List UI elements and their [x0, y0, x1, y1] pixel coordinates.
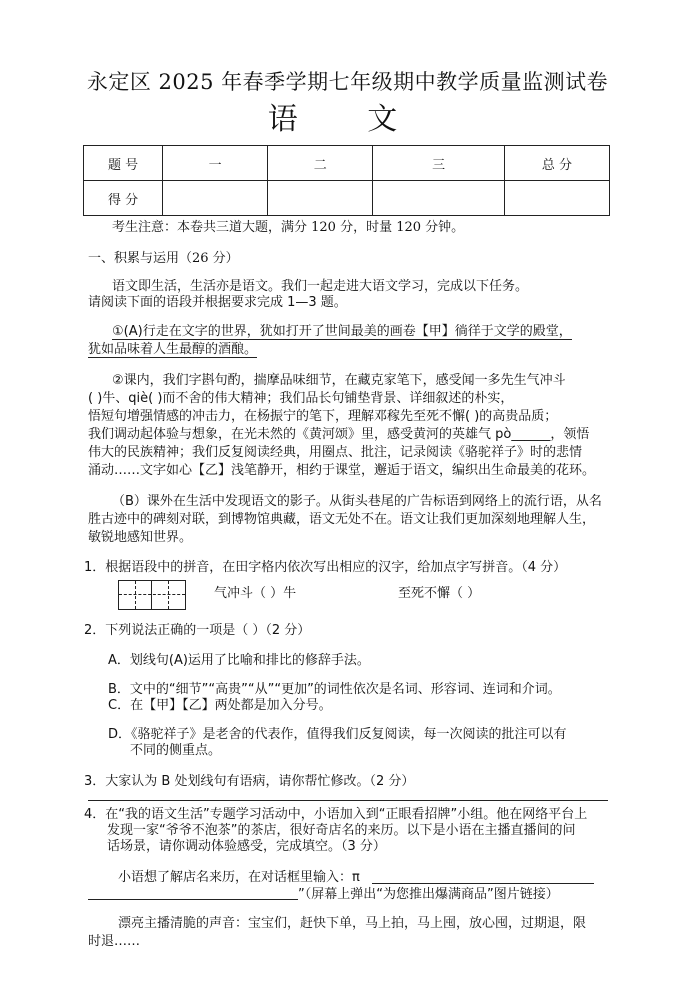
score-table-score-row: [84, 181, 610, 216]
para3-line-2: 胜古迹中的碑刻对联，到博物馆典藏，语文无处不在。语文让我们更加深刻地理解人生，: [88, 512, 596, 527]
score-input-1[interactable]: [163, 181, 268, 216]
score-input-3[interactable]: [373, 181, 504, 216]
subject-title: 语 文: [267, 102, 428, 137]
score-table: [83, 145, 610, 216]
para2-line-6: 涌动……文字如心【乙】浅笔静开，相约于课堂，邂逅于语文，编织出生命最美的花环。: [88, 463, 596, 478]
notice: 考生注意：本卷共三道大题，满分 120 分，时量 120 分钟。: [112, 220, 465, 235]
q4-line-2: 发现一家“爷爷不泡茶”的茶店，很好奇店名的来历。以下是小语在主播直播间的问: [107, 823, 576, 838]
para2-line-3: 悟短句增强情感的冲击力，在杨振宁的笔下，理解邓稼先至死不懈( )的高贵品质；: [88, 409, 558, 424]
para2-line-1: ②课内，我们字斟句酌，揣摩品味细节，在藏克家笔下，感受闻一多先生气冲斗: [112, 373, 566, 388]
score-cell-section-3: 三: [373, 146, 504, 181]
score-cell-total: 总 分: [504, 146, 609, 181]
score-input-total[interactable]: [504, 181, 609, 216]
exam-title: 永定区 2025 年春季学期七年级期中教学质量监测试卷: [86, 70, 609, 94]
score-input-2[interactable]: [268, 181, 373, 216]
q2-option-d-line-1: D．《骆驼祥子》是老舍的代表作，值得我们反复阅读，每一次阅读的批注可以有: [108, 727, 567, 742]
q4-line-3: 话场景，请你调动体验感受，完成填空。（3 分）: [107, 839, 386, 854]
q4-fill-blank-1[interactable]: [372, 883, 594, 884]
q4-host-line-2: 时退……: [88, 934, 141, 949]
section1-heading: 一、积累与运用（26 分）: [88, 251, 239, 266]
q2-option-a: A．划线句(A)运用了比喻和排比的修辞手法。: [108, 653, 370, 668]
q2-option-c: C．在【甲】【乙】两处都是加入分号。: [108, 698, 332, 713]
q4-fill-line-2: ”（屏幕上弹出“为您推出爆满商品”图片链接）: [298, 887, 559, 902]
para1-line-1: ①(A)行走在文字的世界，犹如打开了世间最美的画卷【甲】徜徉于文学的殿堂，: [112, 324, 572, 339]
para2-line-2: ( )牛、qiè( )而不舍的伟大精神；我们品长句铺垫背景、详细叙述的朴实，: [88, 391, 514, 406]
tianzige-grid[interactable]: [118, 580, 186, 610]
para2-line-5: 伟大的民族精神；我们反复阅读经典，用圈点、批注，记录阅读《骆驼祥子》时的悲情: [88, 445, 583, 460]
para1-line-2: 犹如品味着人生最醇的酒酿。: [88, 342, 258, 357]
para3-line-1: （B）课外在生活中发现语文的影子。从街头巷尾的广告标语到网络上的流行语，从名: [112, 494, 602, 509]
score-table-header-row: [84, 146, 610, 181]
intro-line-1: 语文即生活，生活亦是语文。我们一起走进大语文学习，完成以下任务。: [112, 279, 529, 294]
q4-host-line-1: 漂亮主播清脆的声音：宝宝们，赶快下单，马上拍，马上囤，放心囤，过期退，限: [118, 916, 587, 931]
score-cell-section-2: 二: [268, 146, 373, 181]
score-cell-section-1: 一: [163, 146, 268, 181]
q4-fill-blank-2[interactable]: [88, 899, 298, 900]
score-cell-label: 题 号: [84, 146, 163, 181]
para2-line-4: 我们调动起体验与想象，在光未然的《黄河颂》里，感受黄河的英雄气 pò______，领悟: [88, 427, 590, 442]
q4-fill-line-1: 小语想了解店名来历，在对话框里输入：π: [118, 870, 360, 885]
q1-item-b: 至死不懈（ ）: [398, 586, 481, 601]
q1-item-a: 气冲斗（ ）牛: [214, 586, 297, 601]
para3-line-3: 敏锐地感知世界。: [88, 530, 193, 545]
score-row-label: 得 分: [84, 181, 163, 216]
q2-option-d-line-2: 不同的侧重点。: [130, 743, 222, 758]
q4-line-1: 4．在“我的语文生活”专题学习活动中，小语加入到“正眼看招牌”小组。他在网络平台上: [84, 807, 588, 822]
q3-stem: 3．大家认为 B 处划线句有语病，请你帮忙修改。（2 分）: [84, 774, 415, 789]
q2-stem: 2．下列说法正确的一项是（ ）（2 分）: [84, 623, 311, 638]
q2-option-b: B．文中的“细节”“高贵”“从”“更加”的词性依次是名词、形容词、连词和介词。: [108, 682, 561, 697]
q3-answer-line[interactable]: [88, 800, 608, 801]
intro-line-2: 请阅读下面的语段并根据要求完成 1—3 题。: [88, 295, 347, 310]
q1-stem: 1．根据语段中的拼音，在田字格内依次写出相应的汉字，给加点字写拼音。（4 分）: [84, 560, 567, 575]
